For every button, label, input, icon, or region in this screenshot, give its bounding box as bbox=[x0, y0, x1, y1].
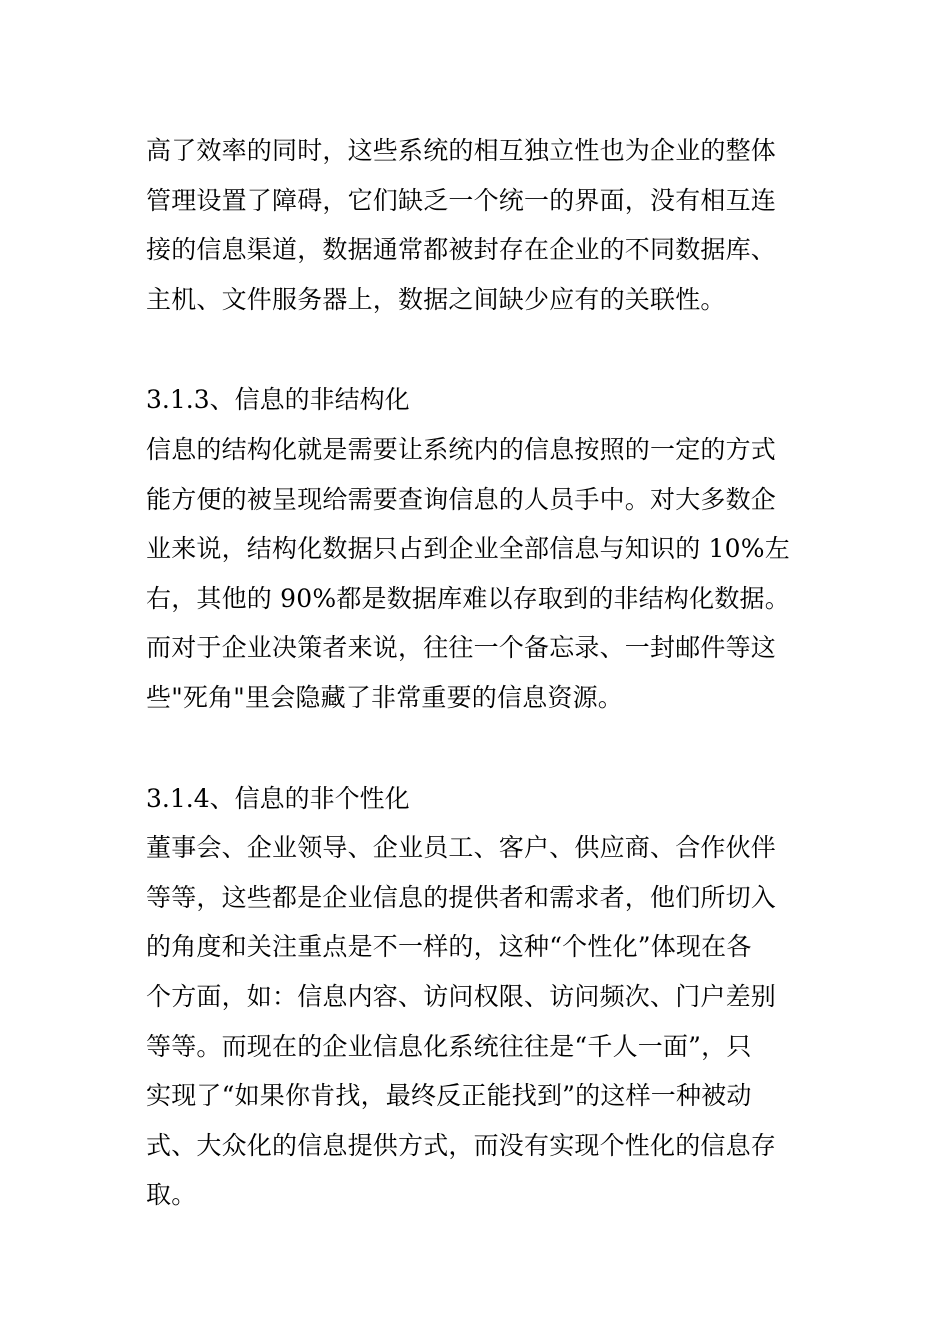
paragraph-line: 董事会、企业领导、企业员工、客户、供应商、合作伙伴 bbox=[146, 833, 777, 863]
paragraph-line: 高了效率的同时，这些系统的相互独立性也为企业的整体 bbox=[146, 136, 777, 165]
paragraph-line: 取。 bbox=[146, 1180, 197, 1210]
paragraph-line: 右，其他的 90%都是数据库难以存取到的非结构化数据。 bbox=[146, 583, 790, 613]
paragraph-line: 而对于企业决策者来说，往往一个备忘录、一封邮件等这 bbox=[146, 633, 777, 663]
paragraph-line: 些"死角"里会隐藏了非常重要的信息资源。 bbox=[146, 682, 623, 712]
section-spacer bbox=[146, 723, 816, 774]
section-spacer bbox=[146, 324, 816, 375]
section-heading-3-1-4: 3.1.4、信息的非个性化 bbox=[146, 783, 410, 813]
paragraph-line: 式、大众化的信息提供方式，而没有实现个性化的信息存 bbox=[146, 1130, 777, 1160]
paragraph-line: 主机、文件服务器上，数据之间缺少应有的关联性。 bbox=[146, 284, 726, 314]
paragraph-line: 信息的结构化就是需要让系统内的信息按照的一定的方式 bbox=[146, 434, 777, 464]
paragraph-line: 等等。而现在的企业信息化系统往往是“千人一面”，只 bbox=[146, 1031, 752, 1061]
paragraph-line: 实现了“如果你肯找，最终反正能找到”的这样一种被动 bbox=[146, 1081, 752, 1111]
section-3-1-3-paragraph bbox=[146, 425, 816, 723]
paragraph-line: 管理设置了障碍，它们缺乏一个统一的界面，没有相互连 bbox=[146, 185, 777, 215]
paragraph-line: 业来说，结构化数据只占到企业全部信息与知识的 10%左 bbox=[146, 534, 790, 564]
paragraph-line: 能方便的被呈现给需要查询信息的人员手中。对大多数企 bbox=[146, 484, 777, 514]
paragraph-line: 等等，这些都是企业信息的提供者和需求者，他们所切入 bbox=[146, 882, 777, 912]
section-heading-3-1-3: 3.1.3、信息的非结构化 bbox=[146, 385, 410, 415]
paragraph-line: 接的信息渠道，数据通常都被封存在企业的不同数据库、 bbox=[146, 235, 777, 265]
intro-paragraph bbox=[146, 126, 816, 324]
document-page bbox=[146, 126, 816, 1220]
section-3-1-4-paragraph bbox=[146, 823, 816, 1220]
paragraph-line: 的角度和关注重点是不一样的，这种“个性化”体现在各 bbox=[146, 932, 752, 962]
paragraph-line: 个方面，如：信息内容、访问权限、访问频次、门户差别 bbox=[146, 981, 777, 1011]
